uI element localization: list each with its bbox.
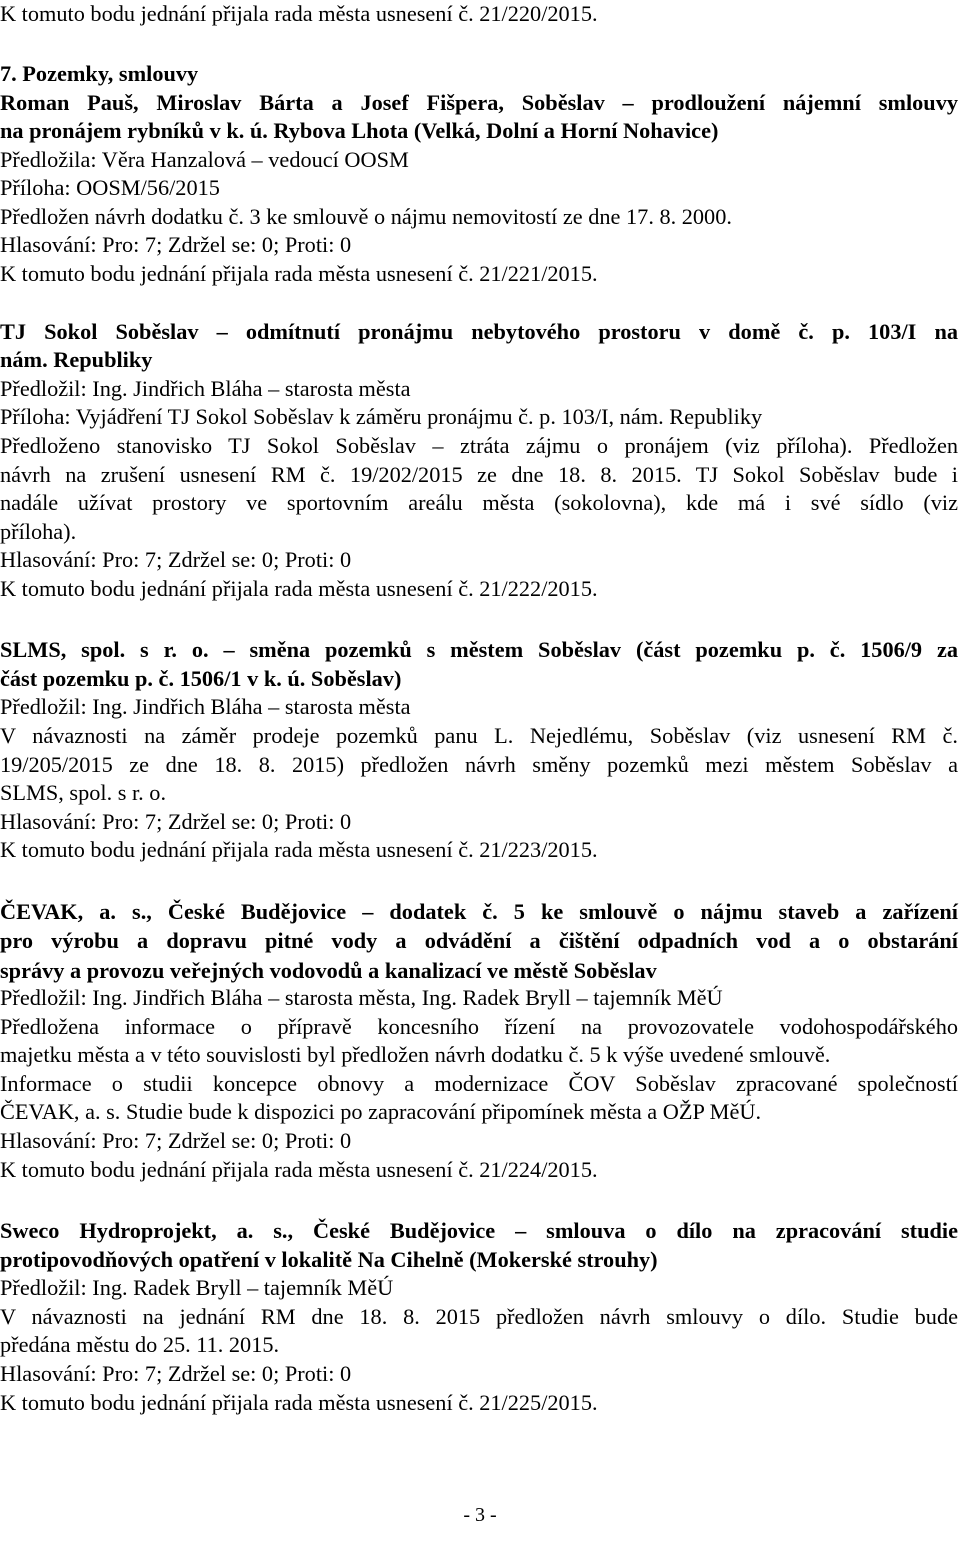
item-3-vote: Hlasování: Pro: 7; Zdržel se: 0; Proti: 0 — [0, 809, 352, 834]
item-5-title-line-2: protipovodňových opatření v lokalitě Na Cihelně (Mokerské strouhy) — [0, 1247, 658, 1272]
item-2-presenter: Předložil: Ing. Jindřich Bláha – starosta města — [0, 376, 411, 401]
item-1-text-line-1: Předložen návrh dodatku č. 3 ke smlouvě o nájmu nemovitostí ze dne 17. 8. 2000. — [0, 204, 732, 229]
item-3-presenter: Předložil: Ing. Jindřich Bláha – starosta města — [0, 694, 411, 719]
page-number: - 3 - — [463, 1504, 497, 1526]
item-2-text-line-4: příloha). — [0, 519, 77, 544]
section-heading: 7. Pozemky, smlouvy — [0, 61, 199, 86]
item-5-vote: Hlasování: Pro: 7; Zdržel se: 0; Proti: 0 — [0, 1361, 352, 1386]
resolution-225: K tomuto bodu jednání přijala rada města usnesení č. 21/225/2015. — [0, 1390, 598, 1415]
item-2-text-line-2: návrh na zrušení usnesení RM č. 19/202/2015 ze dne 18. 8. 2015. TJ Sokol Soběslav bude i — [0, 462, 958, 487]
item-1-presenter: Předložila: Věra Hanzalová – vedoucí OOSM — [0, 147, 409, 172]
item-3-title-line-1: SLMS, spol. s r. o. – směna pozemků s městem Soběslav (část pozemku p. č. 1506/9 za — [0, 637, 958, 662]
resolution-224: K tomuto bodu jednání přijala rada města usnesení č. 21/224/2015. — [0, 1157, 598, 1182]
item-4-vote: Hlasování: Pro: 7; Zdržel se: 0; Proti: 0 — [0, 1128, 352, 1153]
item-5-text-line-2: předána městu do 25. 11. 2015. — [0, 1332, 280, 1357]
resolution-220: K tomuto bodu jednání přijala rada města usnesení č. 21/220/2015. — [0, 1, 598, 26]
item-4-text-line-1: Předložena informace o přípravě koncesního řízení na provozovatele vodohospodářského — [0, 1014, 958, 1039]
item-4-text-line-2: majetku města a v této souvislosti byl předložen návrh dodatku č. 5 k výše uvedené smlouvě. — [0, 1042, 831, 1067]
item-1-attachment: Příloha: OOSM/56/2015 — [0, 175, 220, 200]
item-2-title-line-2: nám. Republiky — [0, 347, 153, 372]
item-4-title-line-1: ČEVAK, a. s., České Budějovice – dodatek č. 5 ke smlouvě o nájmu staveb a zařízení — [0, 899, 958, 924]
item-4-presenter: Předložil: Ing. Jindřich Bláha – starosta města, Ing. Radek Bryll – tajemník MěÚ — [0, 985, 723, 1010]
item-1-vote: Hlasování: Pro: 7; Zdržel se: 0; Proti: 0 — [0, 232, 352, 257]
item-4-text-line-3: Informace o studii koncepce obnovy a modernizace ČOV Soběslav zpracované společností — [0, 1071, 958, 1096]
item-2-text-line-1: Předloženo stanovisko TJ Sokol Soběslav – ztráta zájmu o pronájem (viz příloha). Předložen — [0, 433, 958, 458]
item-3-text-line-3: SLMS, spol. s r. o. — [0, 780, 167, 805]
item-1-title-line-2: na pronájem rybníků v k. ú. Rybova Lhota (Velká, Dolní a Horní Nohavice) — [0, 118, 719, 143]
item-5-presenter: Předložil: Ing. Radek Bryll – tajemník MěÚ — [0, 1275, 394, 1300]
item-3-title-line-2: část pozemku p. č. 1506/1 v k. ú. Soběslav) — [0, 666, 402, 691]
item-2-text-line-3: nadále užívat prostory ve sportovním areálu města (sokolovna), kde má i své sídlo (viz — [0, 490, 958, 515]
item-2-title-line-1: TJ Sokol Soběslav – odmítnutí pronájmu nebytového prostoru v domě č. p. 103/I na — [0, 319, 958, 344]
item-4-text-line-4: ČEVAK, a. s. Studie bude k dispozici po zapracování připomínek města a OŽP MěÚ. — [0, 1099, 762, 1124]
item-1-title-line-1: Roman Pauš, Miroslav Bárta a Josef Fišpera, Soběslav – prodloužení nájemní smlouvy — [0, 90, 958, 115]
item-4-title-line-2: pro výrobu a dopravu pitné vody a odvádění a čištění odpadních vod a o obstarání — [0, 928, 958, 953]
item-3-text-line-2: 19/205/2015 ze dne 18. 8. 2015) předložen návrh směny pozemků mezi městem Soběslav a — [0, 752, 958, 777]
item-2-attachment: Příloha: Vyjádření TJ Sokol Soběslav k záměru pronájmu č. p. 103/I, nám. Republiky — [0, 404, 763, 429]
resolution-221: K tomuto bodu jednání přijala rada města usnesení č. 21/221/2015. — [0, 261, 598, 286]
resolution-223: K tomuto bodu jednání přijala rada města usnesení č. 21/223/2015. — [0, 837, 598, 862]
resolution-222: K tomuto bodu jednání přijala rada města usnesení č. 21/222/2015. — [0, 576, 598, 601]
item-3-text-line-1: V návaznosti na záměr prodeje pozemků panu L. Nejedlému, Soběslav (viz usnesení RM č. — [0, 723, 958, 748]
item-4-title-line-3: správy a provozu veřejných vodovodů a kanalizací ve městě Soběslav — [0, 958, 657, 983]
item-5-title-line-1: Sweco Hydroprojekt, a. s., České Budějovice – smlouva o dílo na zpracování studie — [0, 1218, 958, 1243]
item-5-text-line-1: V návaznosti na jednání RM dne 18. 8. 2015 předložen návrh smlouvy o dílo. Studie bude — [0, 1304, 958, 1329]
item-2-vote: Hlasování: Pro: 7; Zdržel se: 0; Proti: 0 — [0, 547, 352, 572]
